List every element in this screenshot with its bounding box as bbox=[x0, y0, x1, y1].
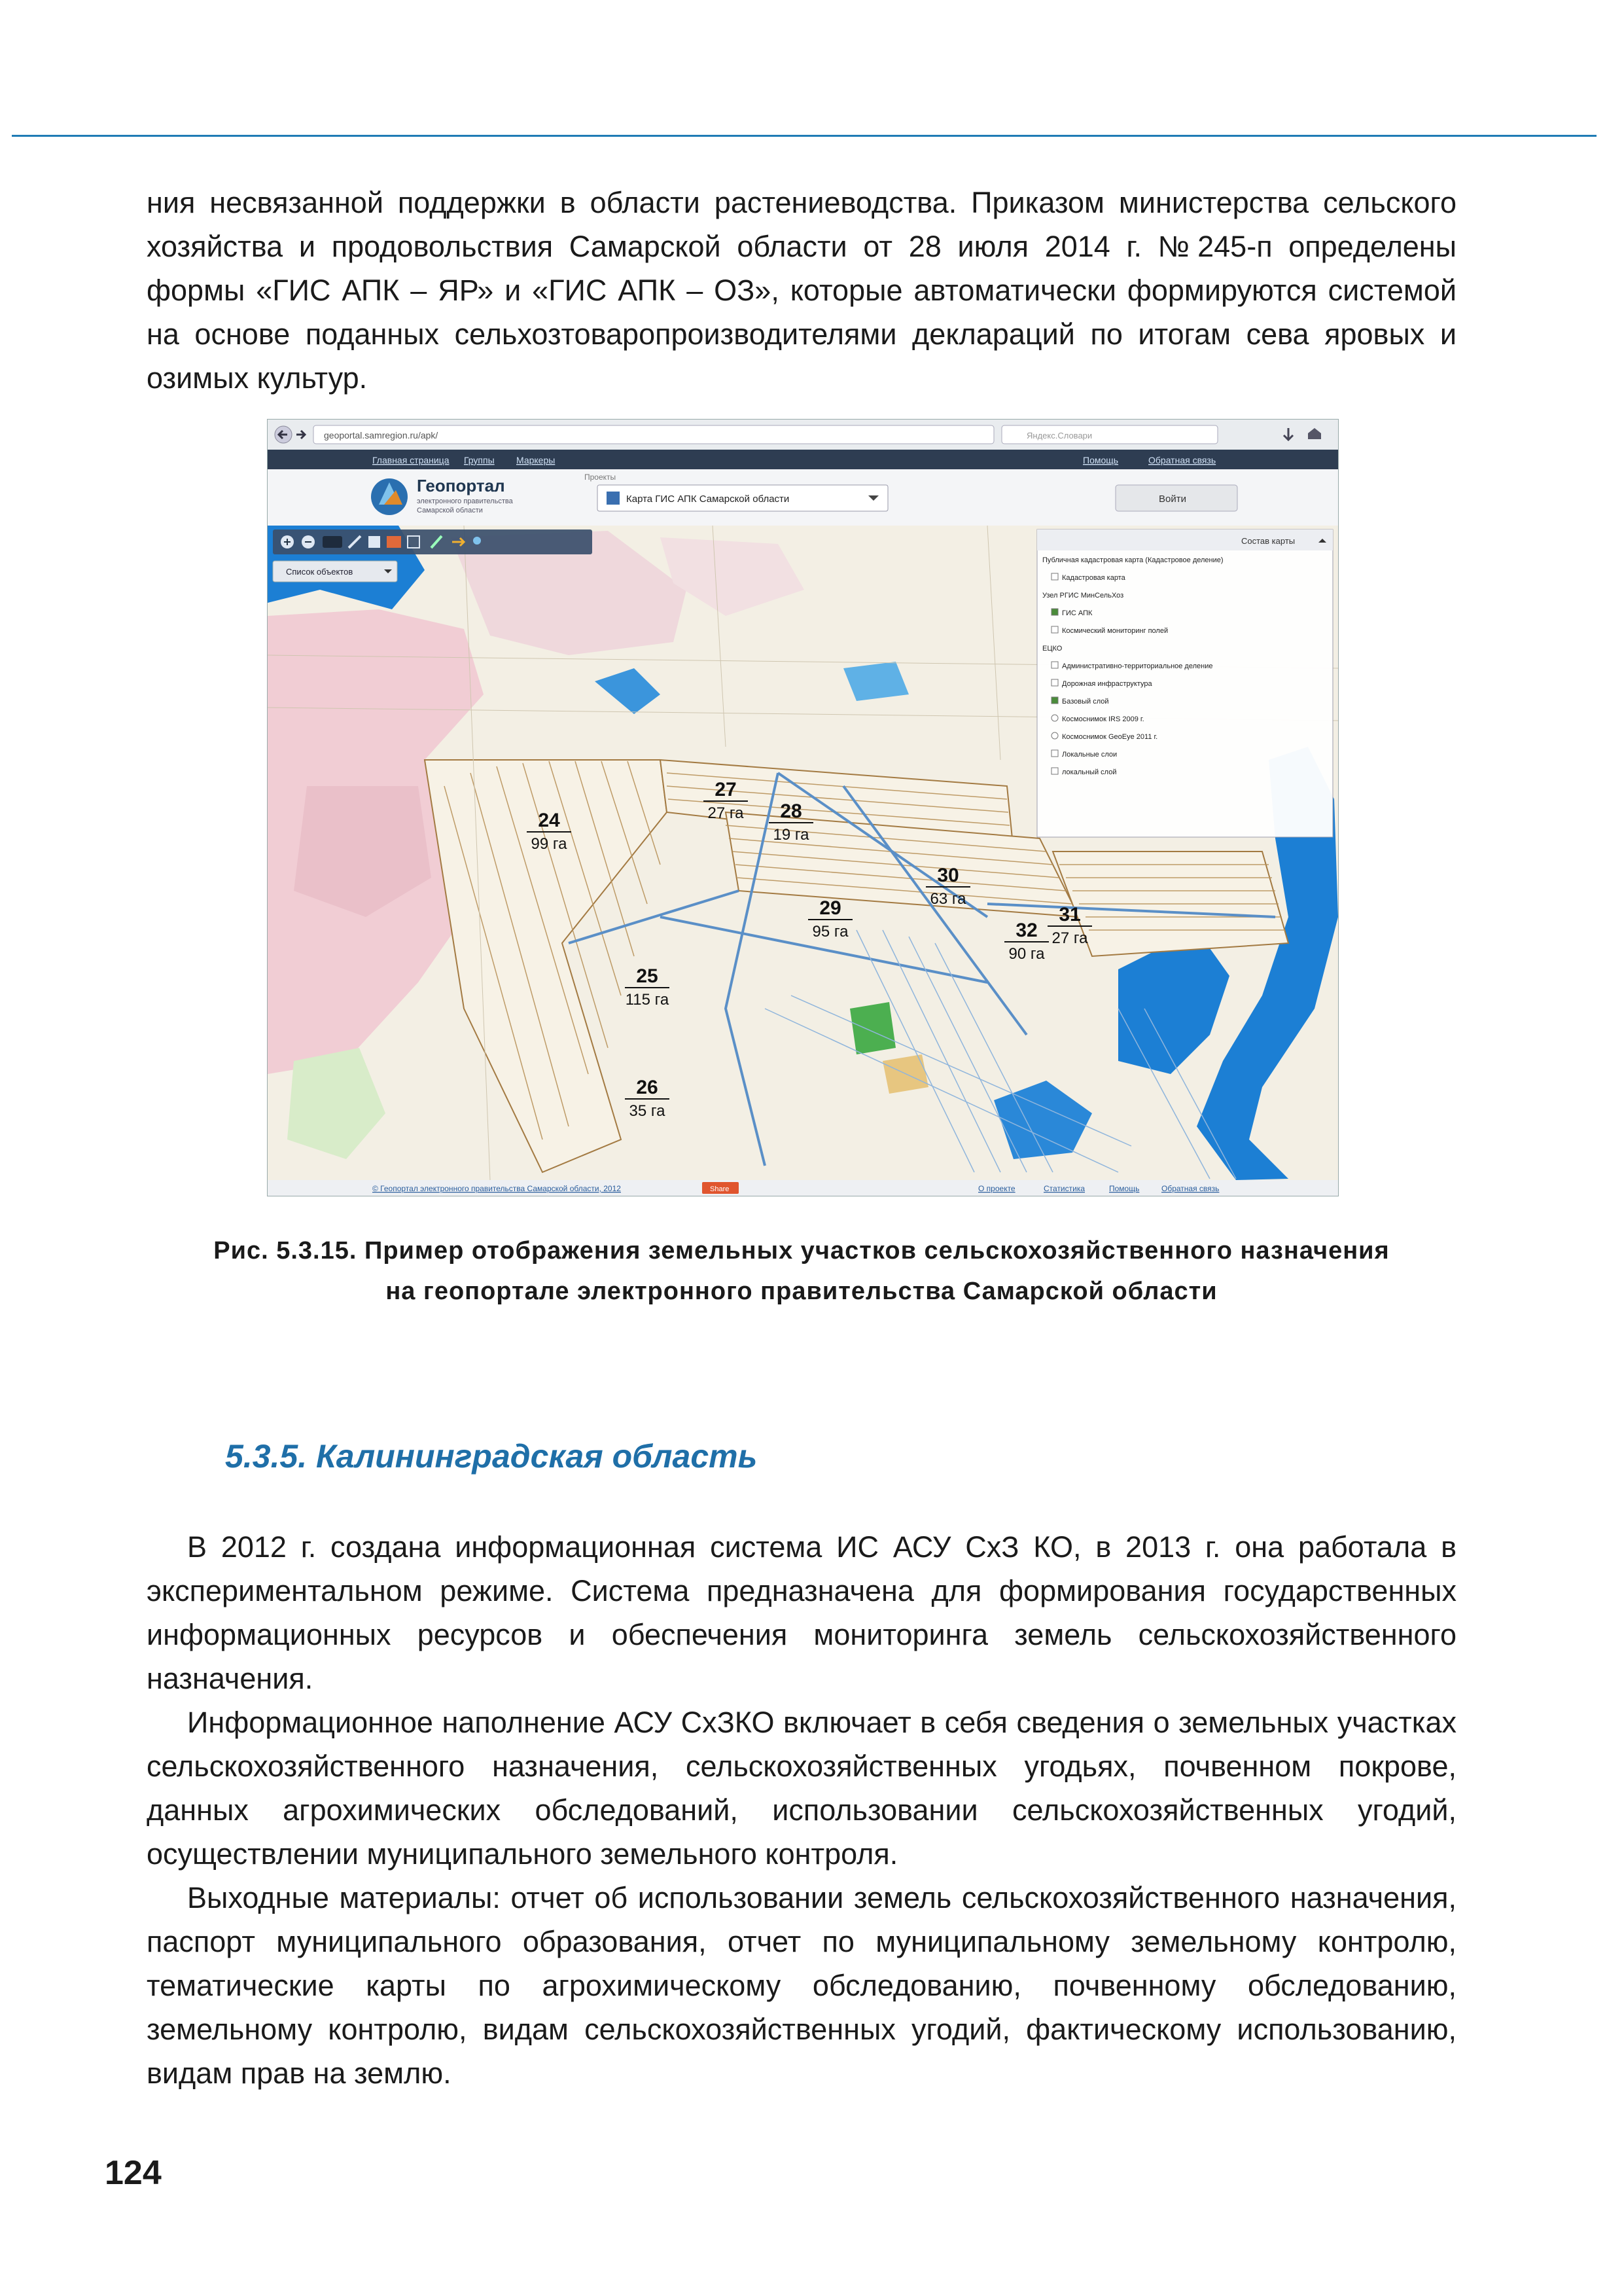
layer-label: Космоснимок GeoEye 2011 г. bbox=[1062, 733, 1158, 741]
layer-label: Административно-территориальное деление bbox=[1062, 662, 1213, 670]
layers-panel bbox=[1037, 529, 1333, 837]
layer-checkbox[interactable] bbox=[1051, 609, 1058, 615]
layer-label: ЕЦКО bbox=[1042, 645, 1063, 653]
address-url: geoportal.samregion.ru/apk/ bbox=[324, 430, 438, 440]
zoom-out-icon[interactable] bbox=[302, 535, 315, 548]
layer-radio[interactable] bbox=[1051, 732, 1058, 739]
layer-label: ГИС АПК bbox=[1062, 609, 1093, 617]
nav-groups[interactable]: Группы bbox=[464, 455, 495, 465]
layer-label: локальный слой bbox=[1062, 768, 1117, 776]
zoom-in-icon[interactable] bbox=[281, 535, 294, 548]
projects-label: Проекты bbox=[584, 473, 616, 482]
pin-icon[interactable] bbox=[473, 537, 481, 545]
parcel-number: 32 bbox=[1015, 920, 1038, 941]
parcel-area: 63 га bbox=[930, 890, 966, 908]
login-button-label: Войти bbox=[1159, 493, 1186, 505]
layer-label: Кадастровая карта bbox=[1062, 574, 1125, 582]
parcel-number: 30 bbox=[937, 865, 959, 886]
map-toolbar bbox=[273, 529, 592, 554]
parcel-number: 26 bbox=[636, 1077, 658, 1098]
logo-subtitle-2: Самарской области bbox=[417, 507, 483, 514]
layer-label: Узел РГИС МинСельХоз bbox=[1042, 592, 1124, 600]
layer-radio[interactable] bbox=[1051, 715, 1058, 721]
paragraph-3: Выходные материалы: отчет об использовании земель сельскохозяйственного назначения, паспорт муниципального образования, отчет по муниципальному земельному контролю, тематические карты по агрохимическому обследованию, почвенному обследованию, земельному контролю, видам сельскохозяйственных угодий, фактическому использованию, видам прав на землю. bbox=[147, 1881, 1457, 2090]
nav-home[interactable]: Главная страница bbox=[372, 455, 450, 465]
figure-caption bbox=[147, 1230, 1457, 1312]
parcel-area: 19 га bbox=[773, 826, 809, 844]
parcel-area: 115 га bbox=[625, 991, 669, 1009]
layer-checkbox[interactable] bbox=[1051, 573, 1058, 580]
footer-help[interactable]: Помощь bbox=[1109, 1184, 1140, 1193]
layers-icon[interactable] bbox=[387, 536, 401, 548]
layer-label: Публичная кадастровая карта (Кадастровое деление) bbox=[1042, 556, 1224, 564]
nav-feedback[interactable]: Обратная связь bbox=[1148, 455, 1216, 465]
layer-checkbox[interactable] bbox=[1051, 662, 1058, 668]
page-number: 124 bbox=[105, 2154, 162, 2192]
parcel-number: 27 bbox=[715, 779, 737, 800]
footer-copyright[interactable]: © Геопортал электронного правительства Самарской области, 2012 bbox=[372, 1184, 621, 1193]
parcel-area: 95 га bbox=[812, 923, 849, 941]
paragraph-2: Информационное наполнение АСУ СхЗКО включает в себя сведения о земельных участках сельскохозяйственного назначения, сельскохозяйственных угодьях, почвенном покрове, данных агрохимических обследований, использовании сельскохозяйственных угодий, осуществлении муниципального земельного контроля. bbox=[147, 1706, 1457, 1871]
nav-help[interactable]: Помощь bbox=[1083, 455, 1119, 465]
geoportal-screenshot bbox=[267, 419, 1339, 1196]
identify-icon[interactable] bbox=[368, 536, 380, 548]
logo-title: Геопортал bbox=[417, 476, 505, 495]
pan-tool-icon[interactable] bbox=[323, 536, 342, 548]
browser-back-icon[interactable] bbox=[275, 426, 292, 443]
layer-label: Базовый слой bbox=[1062, 698, 1109, 706]
parcel-number: 31 bbox=[1059, 904, 1081, 925]
share-label: Share bbox=[710, 1185, 730, 1193]
layers-panel-title: Состав карты bbox=[1241, 536, 1296, 546]
parcel-number: 29 bbox=[819, 897, 841, 919]
header-rule bbox=[12, 135, 1597, 137]
parcel-area: 27 га bbox=[707, 804, 744, 822]
layer-label: Космоснимок IRS 2009 г. bbox=[1062, 715, 1144, 723]
footer-stats[interactable]: Статистика bbox=[1044, 1184, 1086, 1193]
paragraph-1: В 2012 г. создана информационная система ИС АСУ СхЗ КО, в 2013 г. она работала в экспериментальном режиме. Система предназначена для формирования государственных информационных ресурсов и обеспечения мониторинга земель сельскохозяйственного назначения. bbox=[147, 1530, 1457, 1695]
layer-checkbox[interactable] bbox=[1051, 750, 1058, 757]
caption-line-1: Рис. 5.3.15. Пример отображения земельных участков сельскохозяйственного назначения bbox=[213, 1237, 1390, 1265]
layer-checkbox[interactable] bbox=[1051, 626, 1058, 633]
caption-line-2: на геопортале электронного правительства Самарской области bbox=[385, 1278, 1218, 1305]
region-emblem-icon bbox=[607, 492, 620, 505]
parcel-number: 24 bbox=[538, 810, 560, 831]
logo-subtitle-1: электронного правительства bbox=[417, 497, 513, 505]
footer-about[interactable]: О проекте bbox=[978, 1184, 1015, 1193]
parcel-area: 99 га bbox=[531, 835, 567, 853]
body-paragraphs bbox=[147, 1525, 1457, 2095]
parcel-number: 28 bbox=[780, 800, 802, 822]
parcel-area: 90 га bbox=[1008, 945, 1045, 963]
layer-label: Локальные слои bbox=[1062, 751, 1118, 759]
parcel-number: 25 bbox=[636, 965, 658, 987]
section-heading: 5.3.5. Калининградская область bbox=[225, 1438, 758, 1475]
intro-paragraph bbox=[147, 181, 1457, 400]
nav-markers[interactable]: Маркеры bbox=[516, 455, 556, 465]
geoportal-logo-icon bbox=[371, 478, 408, 515]
layer-checkbox[interactable] bbox=[1051, 768, 1058, 774]
footer-feedback[interactable]: Обратная связь bbox=[1161, 1184, 1220, 1193]
layer-checkbox[interactable] bbox=[1051, 697, 1058, 704]
objects-list-label: Список объектов bbox=[286, 567, 353, 577]
layer-label: Космический мониторинг полей bbox=[1062, 627, 1169, 635]
parcel-area: 35 га bbox=[629, 1102, 665, 1120]
parcel-area: 27 га bbox=[1051, 929, 1088, 947]
layer-label: Дорожная инфраструктура bbox=[1062, 680, 1152, 688]
intro-text: ния несвязанной поддержки в области растениеводства. Приказом министерства сельского хозяйства и продовольствия Самарской области от 28 июля 2014 г. №245-п определены формы «ГИС АПК – ЯР» и «ГИС АПК – ОЗ», которые автоматически формируются системой на основе поданных сельхозтоваропроизводителями деклараций по итогам сева яровых и озимых культур. bbox=[147, 186, 1457, 395]
browser-search-placeholder: Яндекс.Словари bbox=[1027, 431, 1093, 440]
layer-checkbox[interactable] bbox=[1051, 679, 1058, 686]
project-select-value: Карта ГИС АПК Самарской области bbox=[626, 493, 790, 505]
